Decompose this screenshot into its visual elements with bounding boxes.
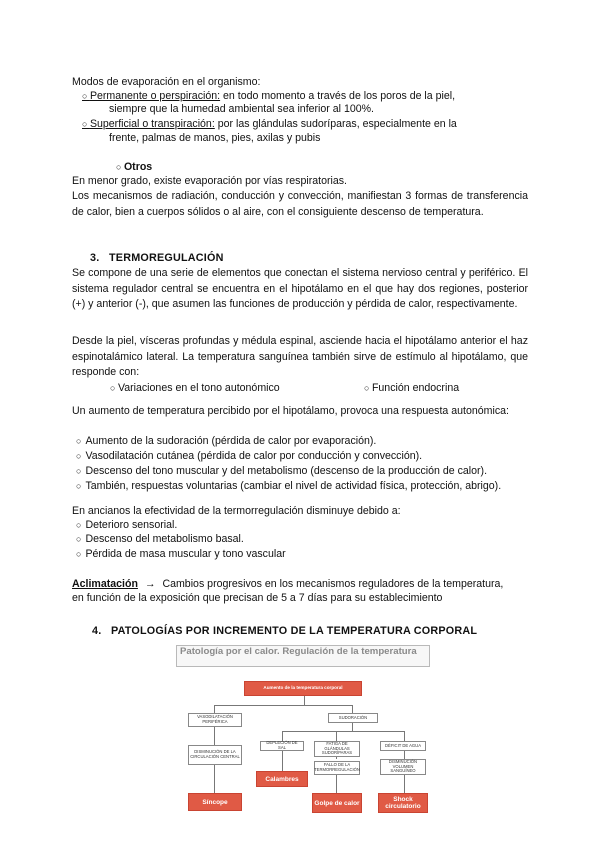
connector-line [352,723,353,731]
transpiracion-continuation: frente, palmas de manos, pies, axilas y pubis [109,132,321,144]
aclimatacion-line [72,577,503,591]
circle-bullet-icon: ○ [76,481,82,491]
circle-bullet-icon: ○ [76,451,82,461]
connector-line [214,765,215,793]
diagram-node-sincope: Síncope [188,793,242,811]
aclimatacion-text: Cambios progresivos en los mecanismos reguladores de la temperatura, [162,578,504,590]
connector-line [352,705,353,713]
circle-bullet-icon: ○ [364,383,372,393]
section-4-heading [92,625,477,637]
circle-bullet-icon: ○ [110,383,118,393]
connector-line [214,705,352,706]
autonomic-response-item: ○ Aumento de la sudoración (pérdida de calor por evaporación). [76,435,377,447]
transpiracion-text: por las glándulas sudoríparas, especialmente en la [214,118,457,130]
connector-line [214,727,215,745]
respiratory-evaporation: En menor grado, existe evaporación por vías respiratorias. [72,175,347,187]
transpiracion-item [82,117,457,131]
connector-line [282,731,404,732]
autonomic-response-item: ○ También, respuestas voluntarias (cambiar el nivel de actividad física, protección, abrigo). [76,480,502,492]
circle-bullet-icon: ○ [116,162,124,172]
connector-line [304,695,305,705]
diagram-node-shock: Shock circulatorio [378,793,428,813]
circle-bullet-icon: ○ [76,534,82,544]
response-autonomic-tone: ○ Variaciones en el tono autonómico [110,382,280,394]
autonomic-response-item: ○ Vasodilatación cutánea (pérdida de calor por conducción y convección). [76,450,423,462]
heat-pathology-diagram [172,643,434,841]
perspiracion-term: ○ Permanente o perspiración: [82,90,221,102]
circle-bullet-icon: ○ [76,436,82,446]
elderly-item: ○ Descenso del metabolismo basal. [76,533,244,545]
response-endocrine: ○ Función endocrina [364,382,460,394]
diagram-node-golpe-calor: Golpe de calor [312,793,362,813]
diagram-node-fatiga-glandulas: FATIGA DE GLÁNDULAS SUDORÍPARAS [314,741,360,757]
diagram-node-circulacion-central: DISMINUCIÓN DE LA CIRCULACIÓN CENTRAL [188,745,242,765]
circle-bullet-icon: ○ [76,549,82,559]
diagram-node-calambres: Calambres [256,771,308,787]
section-3-heading [90,252,224,264]
perspiracion-item [82,89,455,103]
connector-line [404,775,405,793]
perspiracion-text: en todo momento a través de los poros de la piel, [220,90,456,102]
connector-line [214,705,215,713]
section-3-paragraph-2: Desde la piel, vísceras profundas y médula espinal, asciende hacia el hipotálamo anterior el haz espinotalámico lateral. La temperatura sanguínea también sirve de estímulo al hipotálamo, que responde con: [72,335,528,378]
elderly-item: ○ Deterioro sensorial. [76,519,178,531]
circle-bullet-icon: ○ [82,91,90,101]
diagram-node-volumen-sanguineo: DISMINUCIÓN VOLUMEN SANGUÍNEO [380,759,426,775]
evaporation-modes-heading: Modos de evaporación en el organismo: [72,76,261,88]
diagram-title: Patología por el calor. Regulación de la temperatura [176,645,430,667]
section-3-paragraph-3: Un aumento de temperatura percibido por el hipotálamo, provoca una respuesta autonómica: [72,405,509,417]
connector-line [404,751,405,759]
diagram-root-node: Aumento de la temperatura corporal [244,681,362,696]
section-3-number: 3. [90,252,100,264]
aclimatacion-continuation: en función de la exposición que precisan de 5 a 7 días para su establecimiento [72,592,443,604]
connector-line [336,731,337,741]
section-3-title: TERMOREGULACIÓN [109,252,224,264]
diagram-node-deficit-agua: DÉFICIT DE AGUA [380,741,426,751]
section-3-paragraph-1: Se compone de una serie de elementos que conectan el sistema nervioso central y periférico. El sistema regulador central se encuentra en el hipotálamo en el que hay dos regiones, posterior (+) y anterior (-), que asumen las funciones de producción y pérdida de calor, respectivamente. [72,267,528,310]
circle-bullet-icon: ○ [76,466,82,476]
connector-line [282,751,283,771]
diagram-node-deplecion-sal: DEPLECIÓN DE SAL [260,741,304,751]
autonomic-response-item: ○ Descenso del tono muscular y del metabolismo (descenso de la producción de calor). [76,465,488,477]
perspiracion-continuation: siempre que la humedad ambiental sea inferior al 100%. [109,103,374,115]
arrow-right-icon: → [144,578,156,590]
section-4-title: PATOLOGÍAS POR INCREMENTO DE LA TEMPERATURA CORPORAL [111,625,478,637]
diagram-node-fallo-termorregulacion: FALLO DE LA TERMORREGULACIÓN [314,761,360,775]
elderly-intro: En ancianos la efectividad de la termorregulación disminuye debido a: [72,505,401,517]
diagram-node-sudoracion: SUDORACIÓN [328,713,378,723]
heat-transfer-paragraph: Los mecanismos de radiación, conducción y convección, manifiestan 3 formas de transferencia de calor, bien a cuerpos sólidos o al aire, con el consiguiente descenso de temperatura. [72,190,528,218]
section-4-number: 4. [92,625,102,637]
aclimatacion-term: Aclimatación [72,578,138,590]
circle-bullet-icon: ○ [76,520,82,530]
transpiracion-term: ○ Superficial o transpiración: [82,118,215,130]
connector-line [336,775,337,793]
otros-heading: ○ Otros [116,161,153,173]
connector-line [404,731,405,741]
circle-bullet-icon: ○ [82,119,90,129]
diagram-node-vasodilatacion: VASODILATACIÓN PERIFÉRICA [188,713,242,727]
elderly-item: ○ Pérdida de masa muscular y tono vascular [76,548,286,560]
